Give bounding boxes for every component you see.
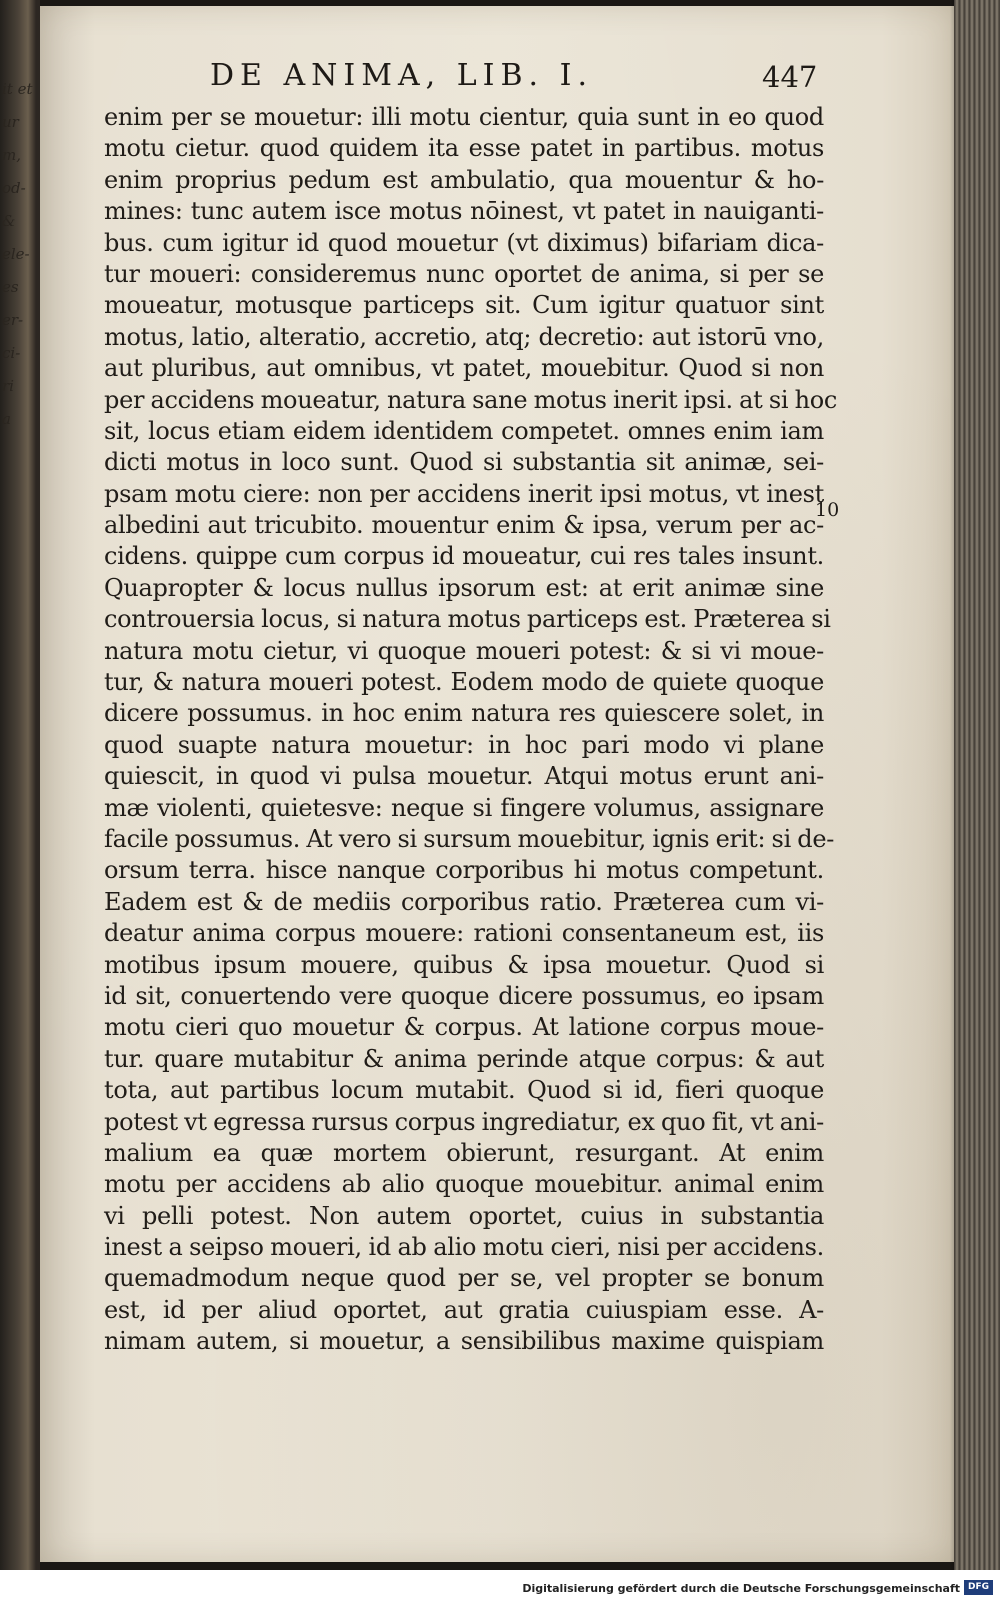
text-line: motu cieri quo mouetur & corpus. At latione corpus moue-: [104, 1013, 824, 1042]
text-line: natura motu cietur, vi quoque moueri potest: & si vi moue-: [104, 636, 824, 665]
text-line: tur moueri: consideremus nunc oportet de anima, si per se: [104, 259, 824, 288]
text-line: Eadem est & de mediis corporibus ratio. Præterea cum vi-: [104, 887, 824, 916]
margin-fragment: ur: [2, 113, 19, 131]
margin-fragment: er-: [2, 311, 24, 329]
page-number: 447: [762, 60, 818, 94]
text-line: controuersia locus, si natura motus particeps est. Præterea si: [104, 605, 831, 634]
text-line: psam motu ciere: non per accidens inerit ipsi motus, vt inest: [104, 479, 824, 508]
margin-fragment: &: [2, 212, 16, 230]
text-line: motu cietur. quod quidem ita esse patet in partibus. motus: [104, 134, 824, 163]
running-header: [210, 58, 818, 98]
text-line: id sit, conuertendo vere quoque dicere possumus, eo ipsam: [104, 981, 824, 1010]
text-line: motu per accidens ab alio quoque mouebitur. animal enim: [104, 1170, 824, 1199]
text-line: motibus ipsum mouere, quibus & ipsa mouetur. Quod si: [104, 950, 824, 979]
text-line: tur. quare mutabitur & anima perinde atque corpus: & aut: [104, 1044, 824, 1073]
previous-page-edge: [0, 80, 40, 460]
running-title: DE ANIMA, LIB. I.: [210, 58, 593, 93]
text-line: cidens. quippe cum corpus id moueatur, cui res tales insunt.: [104, 542, 824, 571]
text-line: sit, locus etiam eidem identidem competet. omnes enim iam: [104, 416, 824, 445]
text-line: quemadmodum neque quod per se, vel propter se bonum: [104, 1264, 824, 1293]
footer-bar: [0, 1570, 1000, 1607]
margin-line-number: 10: [815, 499, 840, 521]
text-line: quod suapte natura mouetur: in hoc pari modo vi plane: [104, 730, 824, 759]
text-line: mæ violenti, quietesve: neque si fingere volumus, assignare: [104, 793, 824, 822]
book-page: [40, 6, 955, 1562]
text-line: moueatur, motusque particeps sit. Cum igitur quatuor sint: [104, 291, 824, 320]
text-line: deatur anima corpus mouere: rationi consentaneum est, iis: [104, 919, 824, 948]
text-line: bus. cum igitur id quod mouetur (vt diximus) bifariam dica-: [104, 228, 824, 257]
text-line: orsum terra. hisce nanque corporibus hi motus competunt.: [104, 856, 824, 885]
text-line: potest vt egressa rursus corpus ingrediatur, ex quo fit, vt ani-: [104, 1107, 824, 1136]
text-line: mines: tunc autem isce motus nōinest, vt patet in nauiganti-: [104, 197, 824, 226]
text-line: Quapropter & locus nullus ipsorum est: at erit animæ sine: [104, 573, 824, 602]
text-line: tota, aut partibus locum mutabit. Quod si id, fieri quoque: [104, 1076, 824, 1105]
margin-fragment: a: [2, 410, 11, 428]
book-fore-edge: [954, 0, 1000, 1570]
text-line: inest a seipso moueri, id ab alio motu cieri, nisi per accidens.: [104, 1233, 824, 1262]
text-line: per accidens moueatur, natura sane motus inerit ipsi. at si hoc: [104, 385, 838, 414]
margin-fragment: ci-: [2, 344, 21, 362]
funding-credit: Digitalisierung gefördert durch die Deutsche Forschungsgemeinschaft: [522, 1582, 960, 1595]
text-line: dicti motus in loco sunt. Quod si substantia sit animæ, sei-: [104, 448, 824, 477]
margin-fragment: m,: [2, 146, 21, 164]
text-line: facile possumus. At vero si sursum mouebitur, ignis erit: si de-: [104, 824, 835, 853]
text-line: enim per se mouetur: illi motu cientur, quia sunt in eo quod: [104, 103, 824, 131]
margin-fragment: es: [2, 278, 19, 296]
margin-fragment: ri: [2, 377, 14, 395]
text-line: aut pluribus, aut omnibus, vt patet, mouebitur. Quod si non: [104, 354, 824, 383]
margin-fragment: od-: [2, 179, 26, 197]
text-line: nimam autem, si mouetur, a sensibilibus maxime quispiam: [104, 1327, 824, 1356]
text-line: tur, & natura moueri potest. Eodem modo de quiete quoque: [104, 668, 824, 697]
text-line: est, id per aliud oportet, aut gratia cuiuspiam esse. A-: [104, 1295, 824, 1324]
text-line: dicere possumus. in hoc enim natura res quiescere solet, in: [104, 699, 824, 728]
text-line: enim proprius pedum est ambulatio, qua mouentur & ho-: [104, 165, 824, 194]
text-line: albedini aut tricubito. mouentur enim & ipsa, verum per ac-: [104, 511, 824, 540]
text-line: malium ea quæ mortem obierunt, resurgant. At enim: [104, 1138, 824, 1167]
dfg-logo: DFG: [964, 1580, 993, 1595]
margin-fragment: it et: [2, 80, 33, 98]
text-line: motus, latio, alteratio, accretio, atq; decretio: aut istorū vno,: [104, 322, 824, 351]
margin-fragment: ele-: [2, 245, 30, 263]
text-line: vi pelli potest. Non autem oportet, cuius in substantia: [104, 1201, 824, 1230]
text-line: quiescit, in quod vi pulsa mouetur. Atqui motus erunt ani-: [104, 762, 824, 791]
